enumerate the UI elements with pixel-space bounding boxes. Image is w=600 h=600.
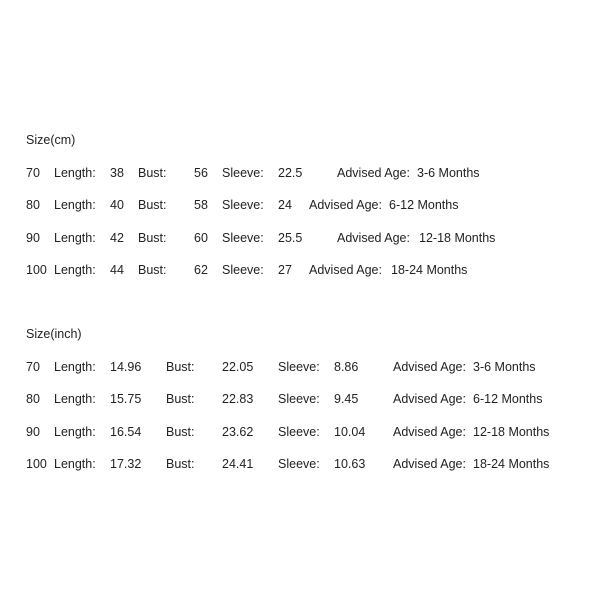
- sleeve-value: 25.5: [278, 231, 303, 245]
- sleeve-value: 8.86: [334, 360, 359, 374]
- sleeve-label: Sleeve:: [222, 231, 264, 245]
- bust-value: 24.41: [222, 457, 254, 471]
- table-row: [0, 456, 600, 472]
- size-value: 90: [26, 425, 40, 439]
- size-value: 80: [26, 198, 40, 212]
- age-value: 12-18 Months: [473, 425, 550, 439]
- size-value: 90: [26, 231, 40, 245]
- sleeve-label: Sleeve:: [222, 198, 264, 212]
- age-label: Advised Age:: [337, 166, 410, 180]
- length-value: 38: [110, 166, 124, 180]
- length-value: 15.75: [110, 392, 142, 406]
- age-label: Advised Age:: [393, 457, 466, 471]
- table-row: [0, 391, 600, 407]
- sleeve-label: Sleeve:: [278, 360, 320, 374]
- bust-value: 56: [194, 166, 208, 180]
- sleeve-value: 9.45: [334, 392, 359, 406]
- length-value: 40: [110, 198, 124, 212]
- size-value: 80: [26, 392, 40, 406]
- bust-value: 60: [194, 231, 208, 245]
- size-value: 70: [26, 360, 40, 374]
- sleeve-label: Sleeve:: [278, 457, 320, 471]
- age-value: 3-6 Months: [417, 166, 480, 180]
- table-row: [0, 230, 600, 246]
- age-value: 3-6 Months: [473, 360, 536, 374]
- bust-label: Bust:: [166, 457, 195, 471]
- age-value: 18-24 Months: [391, 263, 468, 277]
- sleeve-label: Sleeve:: [278, 425, 320, 439]
- age-value: 12-18 Months: [419, 231, 496, 245]
- sleeve-label: Sleeve:: [278, 392, 320, 406]
- length-value: 42: [110, 231, 124, 245]
- age-label: Advised Age:: [393, 392, 466, 406]
- section-title-cm: Size(cm): [26, 133, 76, 147]
- length-label: Length:: [54, 231, 96, 245]
- size-value: 100: [26, 457, 47, 471]
- table-row: [0, 424, 600, 440]
- table-row: [0, 165, 600, 181]
- age-label: Advised Age:: [309, 263, 382, 277]
- table-row: [0, 262, 600, 278]
- length-label: Length:: [54, 198, 96, 212]
- length-label: Length:: [54, 425, 96, 439]
- age-label: Advised Age:: [393, 360, 466, 374]
- length-label: Length:: [54, 392, 96, 406]
- length-value: 44: [110, 263, 124, 277]
- length-label: Length:: [54, 457, 96, 471]
- section-title-inch: Size(inch): [26, 327, 82, 341]
- age-value: 6-12 Months: [473, 392, 543, 406]
- bust-label: Bust:: [138, 231, 167, 245]
- table-row: [0, 197, 600, 213]
- size-value: 70: [26, 166, 40, 180]
- sleeve-label: Sleeve:: [222, 263, 264, 277]
- sleeve-value: 27: [278, 263, 292, 277]
- bust-label: Bust:: [166, 392, 195, 406]
- bust-value: 62: [194, 263, 208, 277]
- sleeve-value: 10.63: [334, 457, 366, 471]
- bust-value: 23.62: [222, 425, 254, 439]
- sleeve-value: 24: [278, 198, 292, 212]
- bust-label: Bust:: [166, 360, 195, 374]
- sleeve-value: 10.04: [334, 425, 366, 439]
- age-label: Advised Age:: [393, 425, 466, 439]
- size-value: 100: [26, 263, 47, 277]
- age-label: Advised Age:: [309, 198, 382, 212]
- table-row: [0, 359, 600, 375]
- bust-value: 22.83: [222, 392, 254, 406]
- bust-value: 22.05: [222, 360, 254, 374]
- length-value: 14.96: [110, 360, 142, 374]
- bust-label: Bust:: [138, 263, 167, 277]
- bust-label: Bust:: [138, 166, 167, 180]
- length-label: Length:: [54, 263, 96, 277]
- bust-value: 58: [194, 198, 208, 212]
- length-label: Length:: [54, 360, 96, 374]
- age-value: 6-12 Months: [389, 198, 459, 212]
- age-value: 18-24 Months: [473, 457, 550, 471]
- length-label: Length:: [54, 166, 96, 180]
- length-value: 16.54: [110, 425, 142, 439]
- sleeve-value: 22.5: [278, 166, 303, 180]
- bust-label: Bust:: [166, 425, 195, 439]
- length-value: 17.32: [110, 457, 142, 471]
- age-label: Advised Age:: [337, 231, 410, 245]
- sleeve-label: Sleeve:: [222, 166, 264, 180]
- bust-label: Bust:: [138, 198, 167, 212]
